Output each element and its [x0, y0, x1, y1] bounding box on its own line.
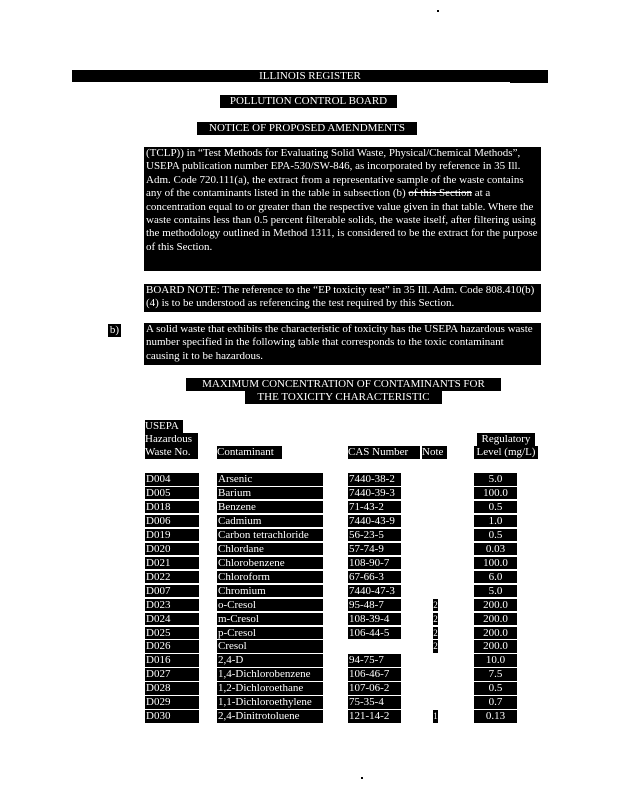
contaminant-cell: Chlorobenzene — [217, 557, 323, 570]
waste-number-cell: D024 — [145, 613, 199, 626]
waste-number-cell: D018 — [145, 501, 199, 514]
regulatory-level-cell: 0.5 — [474, 529, 517, 542]
waste-number-cell: D023 — [145, 599, 199, 612]
waste-number-cell: D026 — [145, 640, 199, 653]
contaminant-cell: Chlordane — [217, 543, 323, 556]
struck-text: of this Section — [408, 187, 472, 200]
header-note: Note — [422, 446, 447, 459]
board-title: POLLUTION CONTROL BOARD — [220, 95, 397, 108]
notice-title: NOTICE OF PROPOSED AMENDMENTS — [197, 122, 417, 135]
contaminant-cell: Carbon tetrachloride — [217, 529, 323, 542]
regulatory-level-cell: 100.0 — [474, 487, 517, 500]
contaminant-cell: p-Cresol — [217, 627, 323, 640]
regulatory-level-cell: 0.7 — [474, 696, 517, 709]
note-cell: 2 — [433, 599, 438, 610]
contaminant-cell: 2,4-Dinitrotoluene — [217, 710, 323, 723]
header-waste-line3: Waste No. — [145, 446, 198, 459]
waste-number-cell: D007 — [145, 585, 199, 598]
header-waste-line2: Hazardous — [145, 433, 198, 446]
cas-number-cell: 7440-43-9 — [348, 515, 401, 528]
waste-number-cell: D004 — [145, 473, 199, 486]
cas-number-cell: 7440-47-3 — [348, 585, 401, 598]
cas-number-cell: 121-14-2 — [348, 710, 401, 723]
subsection-b-paragraph — [144, 323, 541, 365]
tclp-text-b: at a concentration equal to or greater than the respective value given in that table. Where the waste contains less than 0.5 percent filterable solids, the waste itself, after filtering using the methodology outlined in Method 1311, is considered to be the extract for the purpose of this Section. — [146, 187, 538, 253]
subsection-label: b) — [109, 324, 120, 336]
waste-number-cell: D021 — [145, 557, 199, 570]
header-level-line2: Level (mg/L) — [474, 446, 538, 459]
contaminant-cell: Arsenic — [217, 473, 323, 486]
regulatory-level-cell: 200.0 — [474, 627, 517, 640]
note-cell: 2 — [433, 627, 438, 638]
regulatory-level-cell: 10.0 — [474, 654, 517, 667]
scan-speck — [437, 10, 439, 12]
table-title-line1: MAXIMUM CONCENTRATION OF CONTAMINANTS FOR — [186, 378, 501, 391]
contaminant-cell: 1,4-Dichlorobenzene — [217, 668, 323, 681]
regulatory-level-cell: 7.5 — [474, 668, 517, 681]
contaminant-cell: 1,1-Dichloroethylene — [217, 696, 323, 709]
waste-number-cell: D028 — [145, 682, 199, 695]
contaminant-cell: Barium — [217, 487, 323, 500]
contaminant-cell: Cresol — [217, 640, 323, 653]
regulatory-level-cell: 200.0 — [474, 640, 517, 653]
regulatory-level-cell: 6.0 — [474, 571, 517, 584]
header-cas: CAS Number — [348, 446, 420, 459]
regulatory-level-cell: 0.5 — [474, 682, 517, 695]
waste-number-cell: D029 — [145, 696, 199, 709]
waste-number-cell: D019 — [145, 529, 199, 542]
contaminant-cell: 2,4-D — [217, 654, 323, 667]
regulatory-level-cell: 0.5 — [474, 501, 517, 514]
board-note-text: BOARD NOTE: The reference to the “EP toxicity test” in 35 Ill. Adm. Code 808.410(b)(4) is to be understood as referencing the test required by this Section. — [146, 284, 535, 310]
note-cell: 2 — [433, 613, 438, 624]
waste-number-cell: D020 — [145, 543, 199, 556]
cas-number-cell: 106-46-7 — [348, 668, 401, 681]
cas-number-cell: 67-66-3 — [348, 571, 401, 584]
waste-number-cell: D006 — [145, 515, 199, 528]
waste-number-cell: D030 — [145, 710, 199, 723]
regulatory-level-cell: 200.0 — [474, 613, 517, 626]
contaminant-cell: Cadmium — [217, 515, 323, 528]
tclp-paragraph — [144, 147, 541, 271]
scan-speck — [361, 777, 363, 779]
contaminant-cell: 1,2-Dichloroethane — [217, 682, 323, 695]
scan-speck — [510, 81, 548, 83]
cas-number-cell: 108-90-7 — [348, 557, 401, 570]
header-level-line1: Regulatory — [477, 433, 535, 446]
note-cell: 1 — [433, 711, 438, 722]
waste-number-cell: D016 — [145, 654, 199, 667]
waste-number-cell: D005 — [145, 487, 199, 500]
regulatory-level-cell: 1.0 — [474, 515, 517, 528]
contaminant-cell: Chloroform — [217, 571, 323, 584]
cas-number-cell: 7440-39-3 — [348, 487, 401, 500]
cas-number-cell: 94-75-7 — [348, 654, 401, 667]
contaminant-cell: m-Cresol — [217, 613, 323, 626]
contaminant-cell: o-Cresol — [217, 599, 323, 612]
regulatory-level-cell: 5.0 — [474, 473, 517, 486]
regulatory-level-cell: 5.0 — [474, 585, 517, 598]
cas-number-cell: 56-23-5 — [348, 529, 401, 542]
regulatory-level-cell: 100.0 — [474, 557, 517, 570]
contaminant-cell: Chromium — [217, 585, 323, 598]
regulatory-level-cell: 0.03 — [474, 543, 517, 556]
table-title-line2: THE TOXICITY CHARACTERISTIC — [245, 391, 442, 404]
waste-number-cell: D022 — [145, 571, 199, 584]
board-note — [144, 284, 541, 312]
contaminant-cell: Benzene — [217, 501, 323, 514]
cas-number-cell: 71-43-2 — [348, 501, 401, 514]
note-cell: 2 — [433, 641, 438, 652]
regulatory-level-cell: 0.13 — [474, 710, 517, 723]
cas-number-cell: 108-39-4 — [348, 613, 401, 626]
register-title: ILLINOIS REGISTER — [72, 70, 548, 82]
waste-number-cell: D025 — [145, 627, 199, 640]
header-waste-line1: USEPA — [145, 420, 183, 433]
cas-number-cell: 7440-38-2 — [348, 473, 401, 486]
tclp-text-a: (TCLP)) in “Test Methods for Evaluating Solid Waste, Physical/Chemical Methods”, USEPA publication number EPA-530/SW-846, as incorporated by reference in 35 Ill. Adm. Code 720.111(a), the extract from a representative sample of the waste contains any of the contaminants listed in the table in subsection (b) — [146, 147, 524, 200]
cas-number-cell: 75-35-4 — [348, 696, 401, 709]
subsection-b-text: A solid waste that exhibits the characteristic of toxicity has the USEPA hazardous waste number specified in the following table that corresponds to the toxic contaminant causing it to be hazardous. — [146, 323, 533, 362]
cas-number-cell: 95-48-7 — [348, 599, 401, 612]
cas-number-cell: 57-74-9 — [348, 543, 401, 556]
cas-number-cell: 106-44-5 — [348, 627, 401, 640]
waste-number-cell: D027 — [145, 668, 199, 681]
header-contaminant: Contaminant — [217, 446, 282, 459]
regulatory-level-cell: 200.0 — [474, 599, 517, 612]
cas-number-cell: 107-06-2 — [348, 682, 401, 695]
